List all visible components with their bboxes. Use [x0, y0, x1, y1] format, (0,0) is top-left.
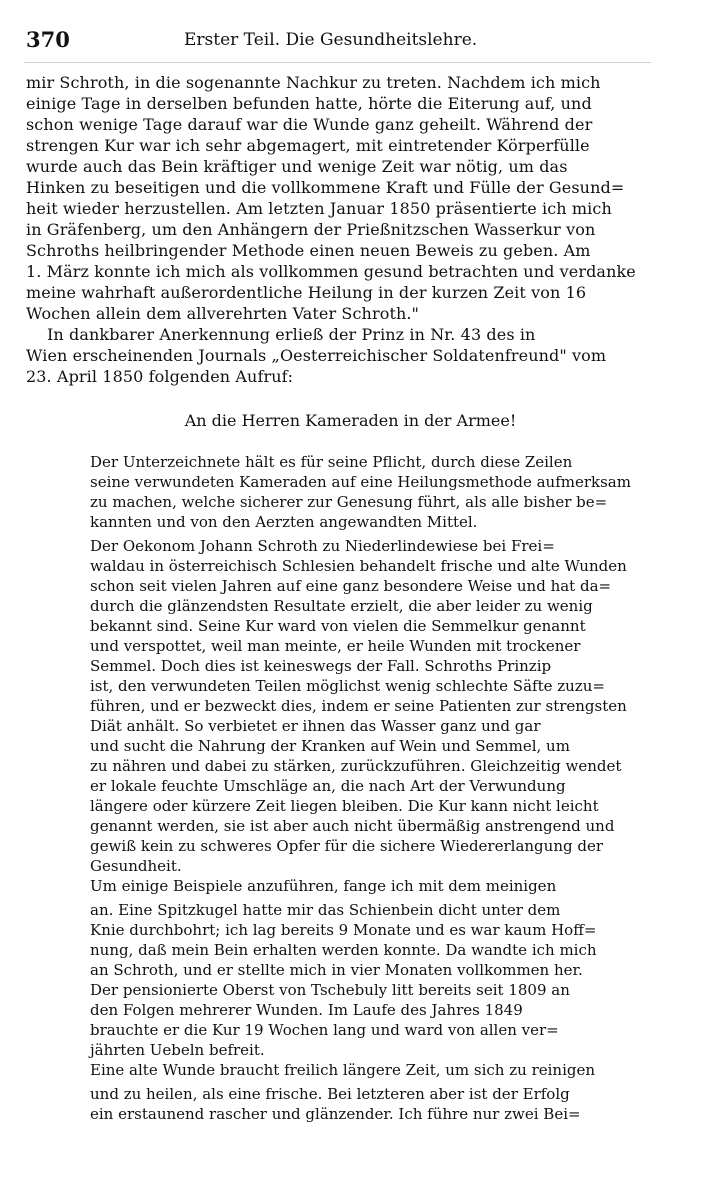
body-line: schon wenige Tage darauf war die Wunde ganz geheilt. Während der — [26, 115, 593, 134]
quote-line: durch die glänzendsten Resultate erzielt, die aber leider zu wenig — [90, 597, 593, 615]
quote-line: waldau in österreichisch Schlesien behandelt frische und alte Wunden — [90, 557, 627, 575]
quote-line: führen, und er bezweckt dies, indem er seine Patienten zur strengsten — [90, 697, 627, 715]
page-header — [26, 28, 676, 52]
quote-line: längere oder kürzere Zeit liegen bleiben. Die Kur kann nicht leicht — [90, 797, 599, 815]
quote-line: jährten Uebeln befreit. — [90, 1041, 265, 1059]
quote-line: nung, daß mein Bein erhalten werden konnte. Da wandte ich mich — [90, 941, 597, 959]
body-line: Schroths heilbringender Methode einen neuen Beweis zu geben. Am — [26, 241, 591, 260]
quote-line: und zu heilen, als eine frische. Bei letzteren aber ist der Erfolg — [90, 1085, 570, 1103]
quote-line: Um einige Beispiele anzuführen, fange ich mit dem meinigen — [90, 877, 557, 895]
body-line: Wochen allein dem allverehrten Vater Schroth." — [26, 304, 420, 323]
quote-line: kannten und von den Aerzten angewandten Mittel. — [90, 513, 478, 531]
quote-line: und verspottet, weil man meinte, er heile Wunden mit trockener — [90, 637, 581, 655]
quote-line: ist, den verwundeten Teilen möglichst wenig schlechte Säfte zuzu= — [90, 677, 605, 695]
quote-line: Semmel. Doch dies ist keineswegs der Fall. Schroths Prinzip — [90, 657, 552, 675]
quote-line: Der pensionierte Oberst von Tschebuly litt bereits seit 1809 an — [90, 981, 570, 999]
body-line: Wien erscheinenden Journals „Oesterreichischer Soldatenfreund" vom — [26, 346, 607, 365]
quote-line: an Schroth, und er stellte mich in vier Monaten vollkommen her. — [90, 961, 583, 979]
body-line: 1. März konnte ich mich als vollkommen gesund betrachten und verdanke — [26, 262, 636, 281]
quote-line: er lokale feuchte Umschläge an, die nach Art der Verwundung — [90, 777, 566, 795]
quote-line: Der Unterzeichnete hält es für seine Pflicht, durch diese Zeilen — [90, 453, 573, 471]
body-line: 23. April 1850 folgenden Aufruf: — [26, 367, 294, 386]
body-line: wurde auch das Bein kräftiger und wenige Zeit war nötig, um das — [26, 157, 568, 176]
body-line: einige Tage in derselben befunden hatte, hörte die Eiterung auf, und — [26, 94, 592, 113]
body-line: In dankbarer Anerkennung erließ der Prinz in Nr. 43 des in — [47, 325, 536, 344]
body-line: strengen Kur war ich sehr abgemagert, mit eintretender Körperfülle — [26, 136, 590, 155]
quote-line: seine verwundeten Kameraden auf eine Heilungsmethode aufmerksam — [90, 473, 631, 491]
header-rule — [24, 62, 651, 63]
quote-line: schon seit vielen Jahren auf eine ganz besondere Weise und hat da= — [90, 577, 612, 595]
quote-line: genannt werden, sie ist aber auch nicht übermäßig anstrengend und — [90, 817, 615, 835]
quote-line: ein erstaunend rascher und glänzender. Ich führe nur zwei Bei= — [90, 1105, 581, 1123]
quote-line: Gesundheit. — [90, 857, 182, 875]
quote-line: gewiß kein zu schweres Opfer für die sichere Wiedererlangung der — [90, 837, 603, 855]
quote-line: an. Eine Spitzkugel hatte mir das Schienbein dicht unter dem — [90, 901, 561, 919]
quote-line: zu machen, welche sicherer zur Genesung führt, als alle bisher be= — [90, 493, 608, 511]
body-line: mir Schroth, in die sogenannte Nachkur zu treten. Nachdem ich mich — [26, 73, 601, 92]
quote-line: brauchte er die Kur 19 Wochen lang und ward von allen ver= — [90, 1021, 559, 1039]
quote-line: Diät anhält. So verbietet er ihnen das Wasser ganz und gar — [90, 717, 541, 735]
quote-line: bekannt sind. Seine Kur ward von vielen die Semmelkur genannt — [90, 617, 586, 635]
quote-line: Knie durchbohrt; ich lag bereits 9 Monate und es war kaum Hoff= — [90, 921, 597, 939]
quote-line: den Folgen mehrerer Wunden. Im Laufe des Jahres 1849 — [90, 1001, 523, 1019]
body-line: heit wieder herzustellen. Am letzten Januar 1850 präsentierte ich mich — [26, 199, 612, 218]
body-line: meine wahrhaft außerordentliche Heilung in der kurzen Zeit von 16 — [26, 283, 587, 302]
quote-line: Eine alte Wunde braucht freilich längere Zeit, um sich zu reinigen — [90, 1061, 596, 1079]
body-line: Hinken zu beseitigen und die vollkommene Kraft und Fülle der Gesund= — [26, 178, 625, 197]
page-number: 370 — [26, 27, 70, 52]
quote-line: und sucht die Nahrung der Kranken auf Wein und Semmel, um — [90, 737, 570, 755]
section-heading: An die Herren Kameraden in der Armee! — [184, 411, 517, 430]
body-line: in Gräfenberg, um den Anhängern der Prießnitzschen Wasserkur von — [26, 220, 596, 239]
quote-line: zu nähren und dabei zu stärken, zurückzuführen. Gleichzeitig wendet — [90, 757, 622, 775]
quote-line: Der Oekonom Johann Schroth zu Niederlindewiese bei Frei= — [90, 537, 555, 555]
running-head: Erster Teil. Die Gesundheitslehre. — [184, 30, 478, 50]
